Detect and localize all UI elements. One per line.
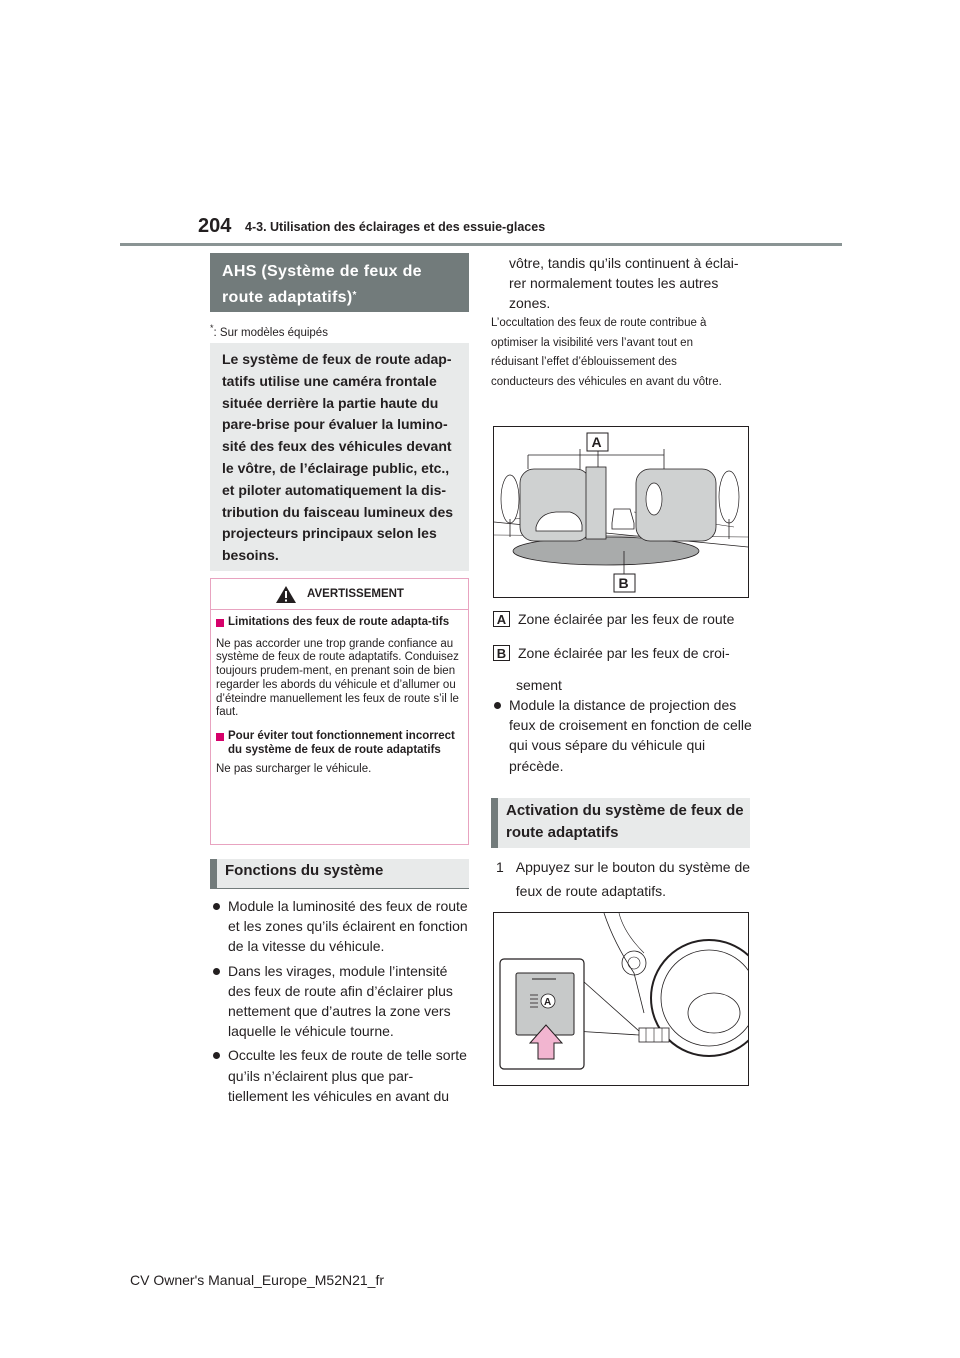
header-rule [120, 243, 842, 246]
warning-title: AVERTISSEMENT [307, 588, 404, 600]
footer-text: CV Owner's Manual_Europe_M52N21_fr [130, 1272, 385, 1288]
square-bullet-icon [216, 619, 224, 627]
bullet-icon [213, 968, 220, 975]
beam-zone-drawing [494, 427, 748, 597]
legend-item-a: A Zone éclairée par les feux de route [493, 611, 734, 627]
warning-triangle-icon [275, 585, 297, 604]
dashboard-illustration [493, 912, 749, 1086]
ahs-title-line2: route adaptatifs)* [222, 289, 357, 306]
continuation-text: vôtre, tandis qu’ils continuent à éclai-rer normalement toutes les autres zones. [509, 255, 739, 312]
page-number: 204 [198, 215, 232, 237]
section-title: 4-3. Utilisation des éclairages et des essuie-glaces [245, 220, 546, 234]
footnote: *: Sur modèles équipés [210, 323, 328, 339]
warning-subhead-2: Pour éviter tout fonctionnement incorrect du système de feux de route adaptatifs [216, 730, 463, 757]
bullet-icon [494, 702, 501, 709]
list-item: Module la distance de projection des feux de croisement en fonction de celle qui vous sépare du véhicule qui précède. [491, 695, 753, 776]
ahs-title [210, 253, 469, 312]
intro-box: Le système de feux de route adap-tatifs utilise une caméra frontale située derrière la partie haute du pare-brise pour évaluer la lumino-sité des feux des véhicules devant le vôtre, de l’éclairage public, etc., et piloter automatiquement la dis-tribution du faisceau lumineux des projecteurs principaux selon les besoins. [210, 343, 469, 571]
step-1 [491, 855, 751, 903]
list-item: Dans les virages, module l’intensité des feux de route afin d’éclairer plus nettement que d’autres la zone vers laquelle le véhicule tourne. [210, 961, 472, 1042]
step-number: 1 [496, 859, 504, 875]
bullet-icon [213, 903, 220, 910]
warning-header [211, 579, 468, 610]
ahs-button-letter: A [544, 997, 552, 1008]
functions-title: Fonctions du système [210, 859, 469, 889]
beam-zone-illustration [493, 426, 749, 598]
activation-title: Activation du système de feux de route adaptatifs [491, 798, 750, 848]
list-item: Module la luminosité des feux de route et les zones qu’ils éclairent en fonction de la vitesse du véhicule. [210, 896, 472, 957]
legend [493, 611, 734, 693]
square-bullet-icon [216, 733, 224, 741]
figure-label-b: B [618, 575, 629, 591]
figure-label-a: A [591, 434, 602, 450]
list-item: Occulte les feux de route de telle sorte qu’ils n’éclairent plus que par-tiellement les véhicules en avant du [210, 1045, 472, 1106]
right-bullet-list [491, 695, 753, 776]
ahs-title-line1: AHS (Système de feux de [222, 263, 422, 280]
bullet-icon [213, 1052, 220, 1059]
step-text: Appuyez sur le bouton du système de feux de route adaptatifs. [515, 859, 751, 899]
legend-continuation: sement [516, 677, 562, 693]
warning-box [210, 578, 469, 845]
warning-text-1: Ne pas accorder une trop grande confiance au système de feux de route adaptatifs. Conduisez toujours prudem-ment, en prenant soin de bien regarder les abords du véhicule et d’allumer ou d’éteindre manuellement les feux de route s’il le faut. [216, 637, 459, 719]
legend-item-b: B Zone éclairée par les feux de croi- [493, 645, 734, 661]
occultation-note: L’occultation des feux de route contribue à optimiser la visibilité vers l’avant tout en réduisant l’effet d’éblouissement des conducteurs des véhicules en avant du vôtre. [491, 317, 722, 388]
ahs-title-sup: * [352, 290, 357, 301]
warning-text-2: Ne pas surcharger le véhicule. [216, 763, 372, 776]
warning-subhead-1: Limitations des feux de route adapta-tifs [216, 616, 463, 630]
dashboard-drawing [494, 913, 748, 1085]
functions-list [210, 896, 472, 1110]
